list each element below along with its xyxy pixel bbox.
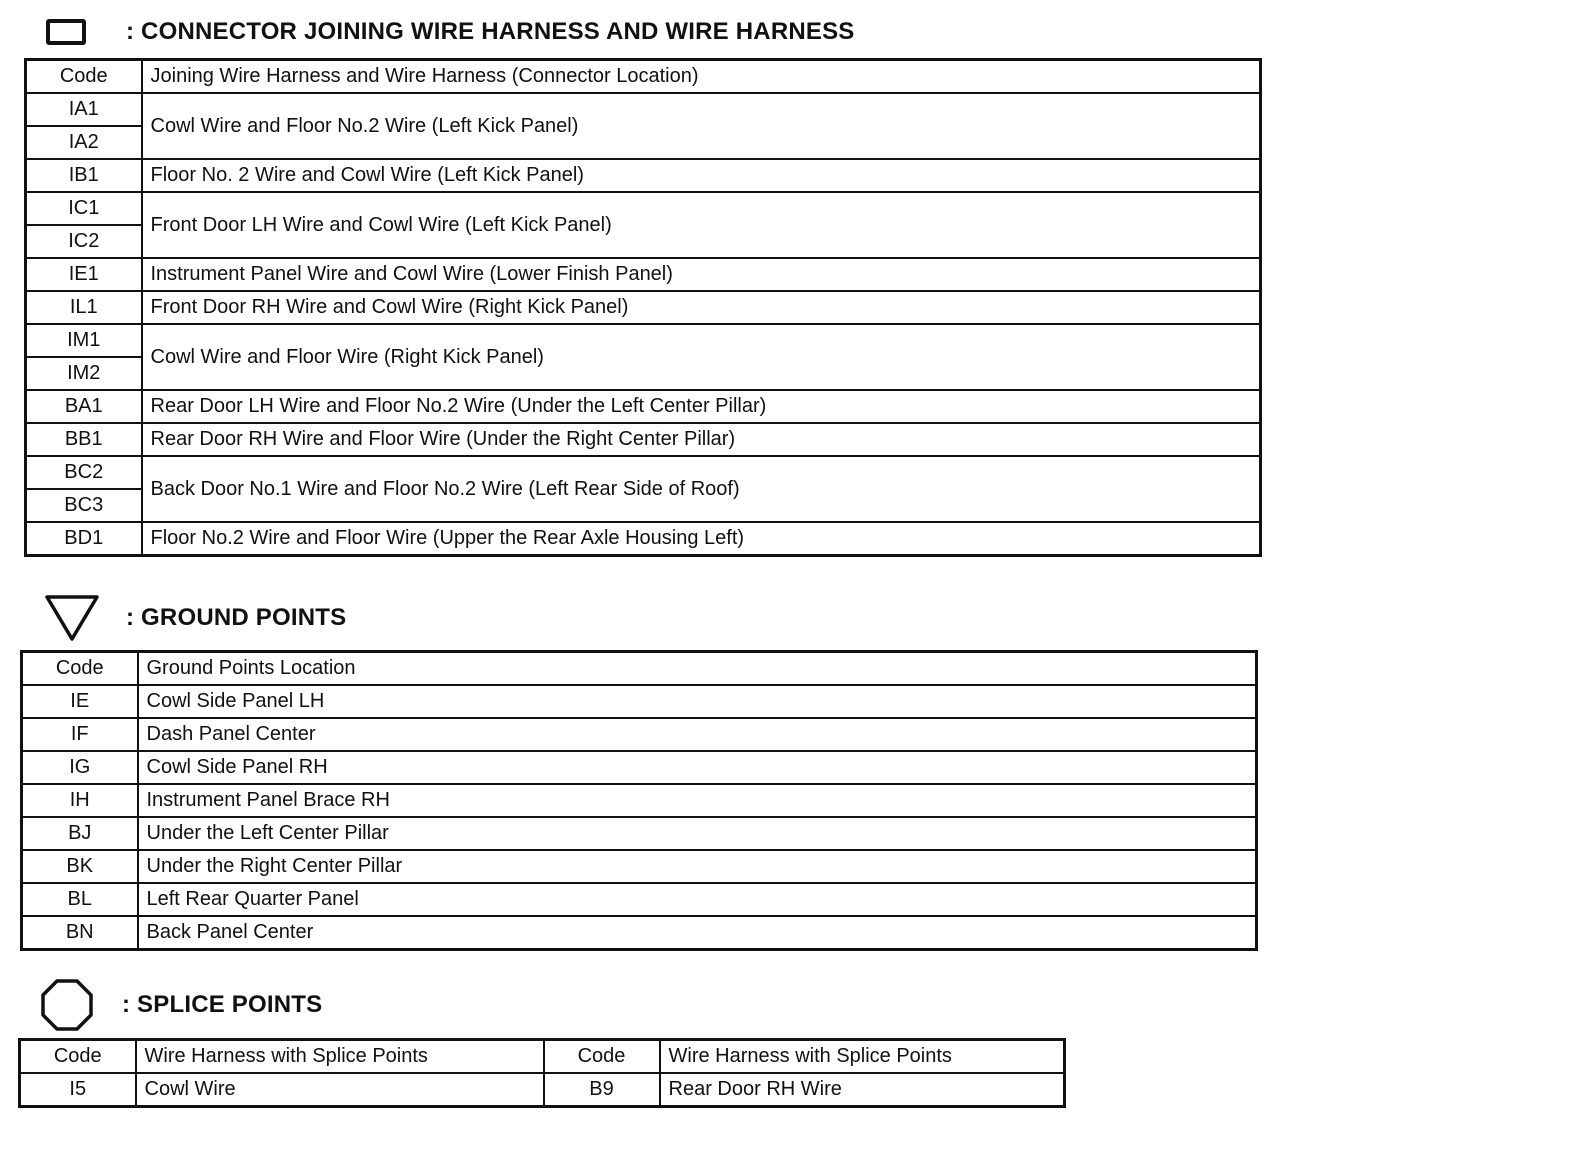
ground-location: Left Rear Quarter Panel xyxy=(138,883,1257,916)
splice-header-desc-2: Wire Harness with Splice Points xyxy=(660,1040,1065,1074)
splice-section-header xyxy=(40,978,322,1032)
connector-header-code: Code xyxy=(26,60,142,94)
connector-header-row xyxy=(26,60,1261,94)
ground-location: Instrument Panel Brace RH xyxy=(138,784,1257,817)
ground-code: BN xyxy=(22,916,138,950)
ground-location: Dash Panel Center xyxy=(138,718,1257,751)
table-row xyxy=(26,423,1261,456)
connector-code: IE1 xyxy=(26,258,142,291)
ground-location: Under the Left Center Pillar xyxy=(138,817,1257,850)
ground-location: Cowl Side Panel LH xyxy=(138,685,1257,718)
ground-section-header xyxy=(44,594,346,642)
ground-code: BL xyxy=(22,883,138,916)
ground-code: BK xyxy=(22,850,138,883)
ground-header-desc: Ground Points Location xyxy=(138,652,1257,686)
table-row xyxy=(26,258,1261,291)
table-row xyxy=(22,817,1257,850)
table-row xyxy=(22,718,1257,751)
connector-code: IM2 xyxy=(26,357,142,390)
ground-section-title: : GROUND POINTS xyxy=(126,604,347,631)
connector-code: BD1 xyxy=(26,522,142,556)
ground-code: BJ xyxy=(22,817,138,850)
table-row xyxy=(22,685,1257,718)
table-row xyxy=(26,522,1261,556)
connector-code: IB1 xyxy=(26,159,142,192)
connector-location: Rear Door RH Wire and Floor Wire (Under the Right Center Pillar) xyxy=(142,423,1261,456)
connector-code: BA1 xyxy=(26,390,142,423)
connector-code: IC2 xyxy=(26,225,142,258)
splice-header-code-2: Code xyxy=(544,1040,660,1074)
splice-header-desc-1: Wire Harness with Splice Points xyxy=(136,1040,544,1074)
ground-code: IE xyxy=(22,685,138,718)
connector-code: IA1 xyxy=(26,93,142,126)
splice-row xyxy=(20,1073,1065,1107)
splice-code-1: I5 xyxy=(20,1073,136,1107)
connector-section-header xyxy=(46,18,855,46)
table-row xyxy=(22,784,1257,817)
connector-location: Front Door LH Wire and Cowl Wire (Left Kick Panel) xyxy=(142,192,1261,258)
connector-location: Floor No. 2 Wire and Cowl Wire (Left Kick Panel) xyxy=(142,159,1261,192)
splice-table xyxy=(18,1038,1066,1108)
connector-code: IL1 xyxy=(26,291,142,324)
connector-table xyxy=(24,58,1262,557)
table-row xyxy=(26,324,1261,357)
connector-location: Back Door No.1 Wire and Floor No.2 Wire (Left Rear Side of Roof) xyxy=(142,456,1261,522)
octagon-icon xyxy=(40,978,94,1032)
splice-desc-1: Cowl Wire xyxy=(136,1073,544,1107)
table-row xyxy=(22,883,1257,916)
connector-code: IA2 xyxy=(26,126,142,159)
splice-header-code-1: Code xyxy=(20,1040,136,1074)
connector-section-title: : CONNECTOR JOINING WIRE HARNESS AND WIRE HARNESS xyxy=(126,18,855,45)
ground-header-row xyxy=(22,652,1257,686)
ground-location: Under the Right Center Pillar xyxy=(138,850,1257,883)
connector-location: Rear Door LH Wire and Floor No.2 Wire (Under the Left Center Pillar) xyxy=(142,390,1261,423)
connector-code: BC2 xyxy=(26,456,142,489)
table-row xyxy=(26,192,1261,225)
table-row xyxy=(26,93,1261,126)
ground-location: Cowl Side Panel RH xyxy=(138,751,1257,784)
table-row xyxy=(26,159,1261,192)
connector-location: Front Door RH Wire and Cowl Wire (Right Kick Panel) xyxy=(142,291,1261,324)
triangle-down-icon xyxy=(44,594,100,642)
connector-location: Cowl Wire and Floor Wire (Right Kick Panel) xyxy=(142,324,1261,390)
splice-header-row xyxy=(20,1040,1065,1074)
connector-location: Cowl Wire and Floor No.2 Wire (Left Kick Panel) xyxy=(142,93,1261,159)
connector-location: Instrument Panel Wire and Cowl Wire (Lower Finish Panel) xyxy=(142,258,1261,291)
connector-location: Floor No.2 Wire and Floor Wire (Upper the Rear Axle Housing Left) xyxy=(142,522,1261,556)
table-row xyxy=(22,751,1257,784)
splice-section-title: : SPLICE POINTS xyxy=(122,991,323,1018)
splice-code-2: B9 xyxy=(544,1073,660,1107)
table-row xyxy=(26,456,1261,489)
ground-header-code: Code xyxy=(22,652,138,686)
connector-code: IC1 xyxy=(26,192,142,225)
splice-desc-2: Rear Door RH Wire xyxy=(660,1073,1065,1107)
connector-code: BB1 xyxy=(26,423,142,456)
ground-location: Back Panel Center xyxy=(138,916,1257,950)
table-row xyxy=(26,390,1261,423)
ground-code: IG xyxy=(22,751,138,784)
connector-code: IM1 xyxy=(26,324,142,357)
table-row xyxy=(22,850,1257,883)
rectangle-icon xyxy=(46,19,86,45)
table-row xyxy=(22,916,1257,950)
connector-code: BC3 xyxy=(26,489,142,522)
ground-code: IF xyxy=(22,718,138,751)
ground-table xyxy=(20,650,1258,951)
connector-header-desc: Joining Wire Harness and Wire Harness (Connector Location) xyxy=(142,60,1261,94)
table-row xyxy=(26,291,1261,324)
ground-code: IH xyxy=(22,784,138,817)
